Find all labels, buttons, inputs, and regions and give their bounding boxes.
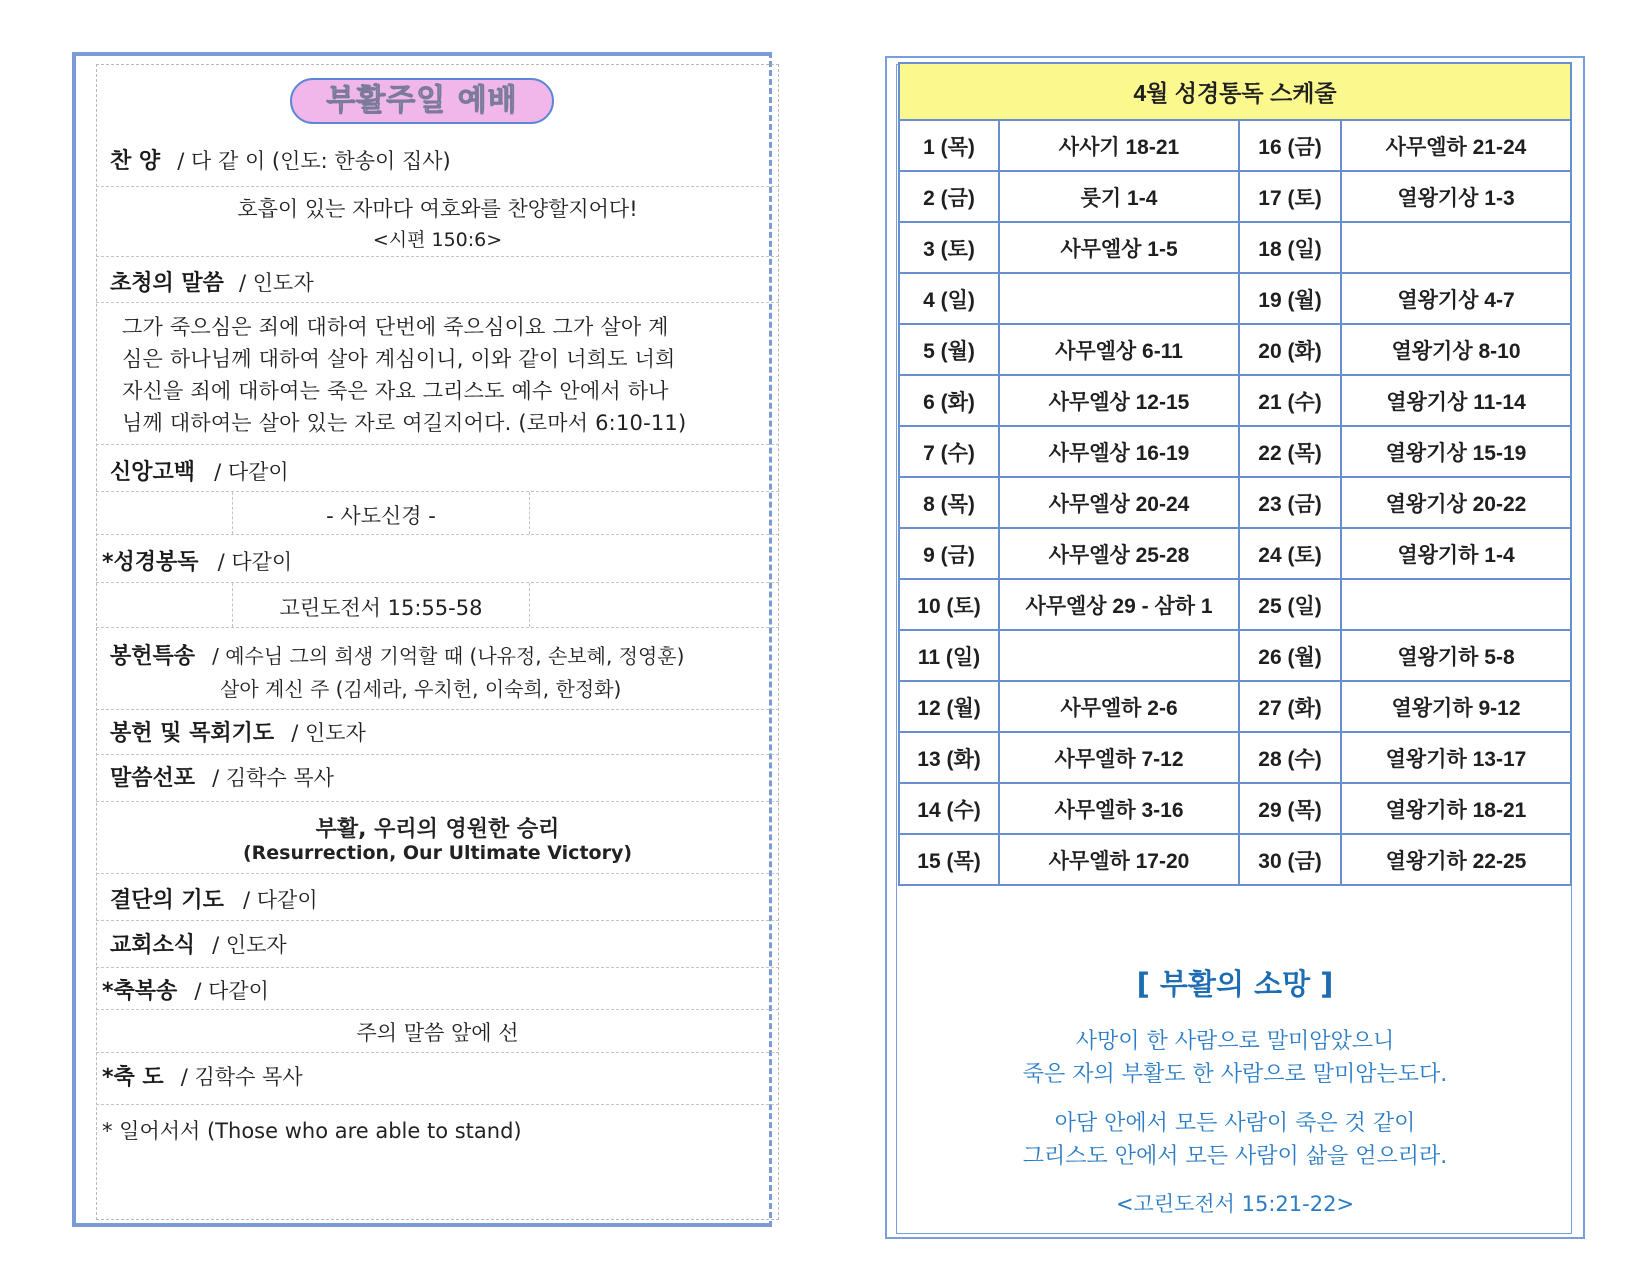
reading-label: *성경봉독 (102, 550, 199, 575)
hope-verse-line: 죽은 자의 부활도 한 사람으로 말미암는도다. (1022, 1062, 1448, 1087)
schedule-day: 28 (수) (1239, 732, 1341, 783)
schedule-row (899, 579, 1571, 630)
order-praise (96, 130, 779, 187)
schedule-reading: 열왕기하 22-25 (1341, 834, 1571, 885)
schedule-day: 10 (토) (899, 579, 999, 630)
sermon-label: 말씀선포 (110, 766, 196, 791)
order-offering-prayer (96, 710, 779, 755)
schedule-reading: 사무엘상 1-5 (999, 222, 1239, 273)
schedule-reading: 열왕기하 9-12 (1341, 681, 1571, 732)
schedule-day: 14 (수) (899, 783, 999, 834)
order-doxology (96, 968, 779, 1010)
order-praise-verse (96, 187, 779, 257)
invitation-verse-line: 님께 대하여는 살아 있는 자로 여길지어다. (로마서 6:10-11) (122, 411, 687, 435)
invitation-verse-line: 자신을 죄에 대하여는 죽은 자요 그리스도 예수 안에서 하나 (122, 379, 669, 403)
schedule-row (899, 222, 1571, 273)
schedule-row (899, 375, 1571, 426)
schedule-row (899, 732, 1571, 783)
order-invitation-verse (96, 303, 779, 445)
schedule-row (899, 171, 1571, 222)
order-sermon-title (96, 802, 779, 874)
schedule-reading: 열왕기하 18-21 (1341, 783, 1571, 834)
order-invitation (96, 257, 779, 303)
sermon-title-en: (Resurrection, Our Ultimate Victory) (242, 842, 633, 864)
schedule-reading: 사무엘상 20-24 (999, 477, 1239, 528)
order-creed (96, 445, 779, 492)
schedule-reading: 사무엘하 17-20 (999, 834, 1239, 885)
schedule-day: 18 (일) (1239, 222, 1341, 273)
schedule-reading: 열왕기상 20-22 (1341, 477, 1571, 528)
schedule-day: 8 (목) (899, 477, 999, 528)
schedule-day: 15 (목) (899, 834, 999, 885)
schedule-reading: 사무엘상 25-28 (999, 528, 1239, 579)
schedule-day: 6 (화) (899, 375, 999, 426)
schedule-day: 30 (금) (1239, 834, 1341, 885)
schedule-row (899, 324, 1571, 375)
news-label: 교회소식 (110, 933, 196, 958)
order-benediction (96, 1053, 779, 1105)
schedule-reading (1341, 579, 1571, 630)
schedule-reading: 열왕기상 1-3 (1341, 171, 1571, 222)
schedule-day: 20 (화) (1239, 324, 1341, 375)
reading-leader: / 다같이 (217, 550, 293, 574)
schedule-day: 22 (목) (1239, 426, 1341, 477)
schedule-reading: 룻기 1-4 (999, 171, 1239, 222)
schedule-day: 1 (목) (899, 120, 999, 171)
doxology-song: 주의 말씀 앞에 선 (356, 1021, 519, 1045)
invitation-leader: / 인도자 (239, 271, 314, 295)
offering-song-text: / 예수님 그의 희생 기억할 때 (나유정, 손보혜, 정영훈) (212, 644, 685, 668)
schedule-reading: 사무엘상 6-11 (999, 324, 1239, 375)
order-reading-ref (96, 583, 779, 628)
creed-name: - 사도신경 - (326, 504, 436, 528)
reading-schedule-table (898, 62, 1572, 886)
schedule-day: 13 (화) (899, 732, 999, 783)
schedule-day: 5 (월) (899, 324, 999, 375)
schedule-row (899, 477, 1571, 528)
doxology-label: *축복송 (102, 979, 178, 1004)
schedule-reading: 사무엘하 2-6 (999, 681, 1239, 732)
praise-verse-text: 호흡이 있는 자마다 여호와를 찬양할지어다! (237, 197, 638, 221)
schedule-title: 4월 성경통독 스케줄 (899, 63, 1571, 120)
schedule-reading (999, 273, 1239, 324)
schedule-day: 7 (수) (899, 426, 999, 477)
schedule-day: 17 (토) (1239, 171, 1341, 222)
schedule-day: 23 (금) (1239, 477, 1341, 528)
hope-verse-line: 사망이 한 사람으로 말미암았으니 (1075, 1029, 1395, 1054)
offering-song-line2: 살아 계신 주 (김세라, 우치헌, 이숙희, 한정화) (220, 677, 622, 701)
order-decision-prayer (96, 874, 779, 921)
schedule-row (899, 834, 1571, 885)
creed-leader: / 다같이 (214, 460, 289, 484)
schedule-day: 27 (화) (1239, 681, 1341, 732)
schedule-day: 3 (토) (899, 222, 999, 273)
order-church-news (96, 921, 779, 968)
hope-verse-line: 아담 안에서 모든 사람이 죽은 것 같이 (1054, 1111, 1416, 1136)
schedule-day: 2 (금) (899, 171, 999, 222)
schedule-day: 12 (월) (899, 681, 999, 732)
schedule-row (899, 630, 1571, 681)
schedule-day: 9 (금) (899, 528, 999, 579)
schedule-row (899, 120, 1571, 171)
schedule-day: 4 (일) (899, 273, 999, 324)
schedule-day: 29 (목) (1239, 783, 1341, 834)
hope-verse-line: 그리스도 안에서 모든 사람이 삶을 얻으리라. (1022, 1144, 1448, 1169)
schedule-reading (1341, 222, 1571, 273)
schedule-reading: 사무엘하 21-24 (1341, 120, 1571, 171)
reading-ref-cell (232, 583, 530, 627)
invitation-verse-line: 심은 하나님께 대하여 살아 계심이니, 이와 같이 너희도 너희 (122, 347, 676, 371)
benediction-pastor: / 김학수 목사 (180, 1065, 303, 1089)
order-offering-song (96, 628, 779, 710)
schedule-row (899, 528, 1571, 579)
schedule-reading: 열왕기상 8-10 (1341, 324, 1571, 375)
invitation-verse-line: 그가 죽으심은 죄에 대하여 단번에 죽으심이요 그가 살아 계 (122, 315, 669, 339)
schedule-row (899, 681, 1571, 732)
schedule-row (899, 273, 1571, 324)
schedule-reading: 열왕기하 1-4 (1341, 528, 1571, 579)
schedule-reading: 열왕기상 11-14 (1341, 375, 1571, 426)
worship-title: 부활주일 예배 (326, 83, 518, 118)
standing-note-row (96, 1105, 779, 1156)
schedule-reading: 사무엘하 3-16 (999, 783, 1239, 834)
offering-prayer-leader: / 인도자 (291, 721, 366, 745)
hope-verse-reference: <고린도전서 15:21-22> (1115, 1192, 1355, 1216)
sermon-title-ko: 부활, 우리의 영원한 승리 (315, 817, 560, 842)
schedule-day: 11 (일) (899, 630, 999, 681)
order-sermon (96, 755, 779, 802)
offering-song-label: 봉헌특송 (110, 644, 196, 669)
doxology-leader: / 다같이 (194, 979, 269, 1003)
standing-note: * 일어서서 (Those who are able to stand) (102, 1119, 522, 1143)
schedule-reading: 사사기 18-21 (999, 120, 1239, 171)
schedule-reading: 사무엘상 12-15 (999, 375, 1239, 426)
schedule-day: 21 (수) (1239, 375, 1341, 426)
invitation-label: 초청의 말씀 (110, 271, 224, 296)
creed-label: 신앙고백 (110, 460, 196, 485)
schedule-reading: 열왕기하 13-17 (1341, 732, 1571, 783)
schedule-reading: 열왕기상 15-19 (1341, 426, 1571, 477)
schedule-reading: 사무엘하 7-12 (999, 732, 1239, 783)
schedule-day: 24 (토) (1239, 528, 1341, 579)
creed-name-cell (232, 492, 530, 534)
schedule-day: 25 (일) (1239, 579, 1341, 630)
schedule-reading: 사무엘상 16-19 (999, 426, 1239, 477)
schedule-reading: 열왕기상 4-7 (1341, 273, 1571, 324)
worship-title-badge (290, 78, 554, 124)
schedule-reading (999, 630, 1239, 681)
decision-leader: / 다같이 (243, 888, 318, 912)
schedule-day: 26 (월) (1239, 630, 1341, 681)
order-reading (96, 535, 779, 583)
decision-label: 결단의 기도 (110, 888, 224, 913)
schedule-row (899, 783, 1571, 834)
news-leader: / 인도자 (212, 933, 287, 957)
schedule-day: 19 (월) (1239, 273, 1341, 324)
benediction-label: *축 도 (102, 1065, 164, 1090)
praise-label: 찬 양 (110, 149, 161, 174)
schedule-row (899, 426, 1571, 477)
praise-verse-ref: <시편 150:6> (372, 229, 503, 251)
praise-leader: / 다 같 이 (인도: 한송이 집사) (177, 149, 451, 173)
offering-prayer-label: 봉헌 및 목회기도 (110, 721, 275, 746)
sermon-preacher: / 김학수 목사 (212, 766, 334, 790)
hope-title: [ 부활의 소망 ] (1136, 967, 1334, 1001)
order-creed-name (96, 492, 779, 535)
reading-reference: 고린도전서 15:55-58 (279, 596, 483, 620)
schedule-reading: 사무엘상 29 - 삼하 1 (999, 579, 1239, 630)
schedule-day: 16 (금) (1239, 120, 1341, 171)
schedule-reading: 열왕기하 5-8 (1341, 630, 1571, 681)
order-doxology-song (96, 1010, 779, 1053)
